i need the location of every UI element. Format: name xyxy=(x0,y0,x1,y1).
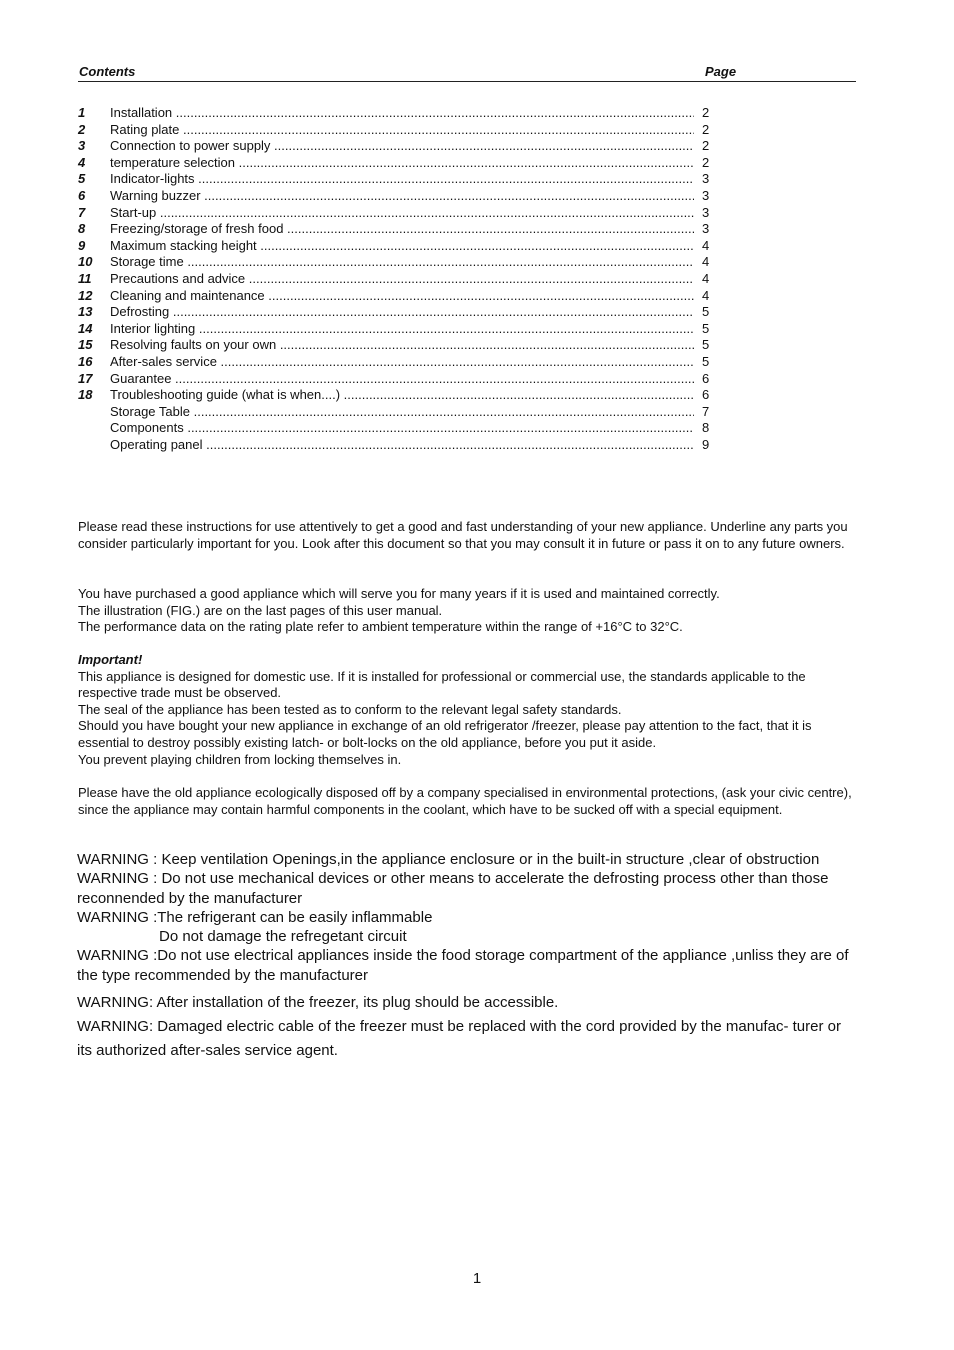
toc-entry xyxy=(78,371,718,388)
toc-entry-number: 11 xyxy=(78,270,92,286)
important-section xyxy=(78,652,854,768)
toc-entry-title: Installation ..... xyxy=(110,105,694,122)
toc-entry-page: 4 xyxy=(702,271,716,288)
toc-entry-title: Operating panel ..... xyxy=(110,437,694,454)
important-label: Important! xyxy=(78,652,143,667)
toc-entry-number: 8 xyxy=(78,221,86,237)
toc-entry xyxy=(78,138,718,155)
important-line-4: You prevent playing children from locking themselves in. xyxy=(78,751,402,767)
toc-entry-number: 15 xyxy=(78,337,93,353)
toc-entry-title: After-sales service ..... xyxy=(110,354,694,371)
toc-entry-page: 8 xyxy=(702,420,716,437)
toc-entry-number: 9 xyxy=(78,237,86,253)
toc-entry-title: Resolving faults on your own ..... xyxy=(110,337,694,354)
toc-entry-title: Storage Table ..... xyxy=(110,404,694,421)
toc-entry-page: 3 xyxy=(702,171,716,188)
toc-entry xyxy=(78,404,718,421)
toc-entry-number: 7 xyxy=(78,204,86,220)
toc-entry xyxy=(78,205,718,222)
warning-refrigerant: WARNING :The refrigerant can be easily inflammable xyxy=(77,908,433,926)
toc-entry xyxy=(78,238,718,255)
toc-entry xyxy=(78,304,718,321)
toc-entry-number: 14 xyxy=(78,320,93,336)
warning-cable: WARNING: Damaged electric cable of the freezer must be replaced with the cord provided by the manufac- turer or its authorized after-sales service agent. xyxy=(77,1018,841,1060)
toc-entry-page: 5 xyxy=(702,337,716,354)
toc-entry xyxy=(78,171,718,188)
toc-entry xyxy=(78,254,718,271)
toc-entry xyxy=(78,321,718,338)
toc-entry-page: 9 xyxy=(702,437,716,454)
toc-entry-title: Freezing/storage of fresh food ..... xyxy=(110,221,694,238)
toc-entry xyxy=(78,122,718,139)
toc-entry xyxy=(78,437,718,454)
warnings-section xyxy=(77,850,855,1063)
toc-entry-page: 4 xyxy=(702,238,716,255)
toc-entry-title: Components ..... xyxy=(110,420,694,437)
toc-entry-page: 2 xyxy=(702,105,716,122)
toc-entry-title: temperature selection ..... xyxy=(110,155,694,172)
toc-entry xyxy=(78,387,718,404)
toc-header xyxy=(78,63,856,82)
toc-entry-page: 5 xyxy=(702,321,716,338)
important-line-3: Should you have bought your new appliance in exchange of an old refrigerator /freezer, please pay attention to the fact, that it is essential to destroy possibly existing latch- or bolt-locks on the old appliance, before you put it aside. xyxy=(78,718,812,750)
toc-entry-number: 1 xyxy=(78,105,86,120)
toc-entry xyxy=(78,188,718,205)
toc-entry-page: 4 xyxy=(702,254,716,271)
purchase-paragraph xyxy=(78,586,854,636)
purchase-line-2: The illustration (FIG.) are on the last pages of this user manual. xyxy=(78,602,443,618)
toc-entry-page: 6 xyxy=(702,387,716,404)
toc-entry-title: Defrosting ..... xyxy=(110,304,694,321)
toc-entry xyxy=(78,354,718,371)
toc-entry-page: 2 xyxy=(702,138,716,155)
toc-entry-page: 3 xyxy=(702,221,716,238)
toc-entry-title: Cleaning and maintenance ..... xyxy=(110,288,694,305)
warning-defrosting: WARNING : Do not use mechanical devices or other means to accelerate the defrosting process other than those reconnended by the manufacturer xyxy=(77,870,829,907)
toc-entry-title: Precautions and advice ..... xyxy=(110,271,694,288)
toc-entry-number: 5 xyxy=(78,171,86,187)
important-line-1: This appliance is designed for domestic use. If it is installed for professional or commercial use, the standards applicable to the respective trade must be observed. xyxy=(78,668,806,701)
toc-entry-page: 5 xyxy=(702,354,716,371)
purchase-line-3: The performance data on the rating plate refer to ambient temperature within the range of +16°C to 32°C. xyxy=(78,619,683,635)
important-line-2: The seal of the appliance has been tested as to conform to the relevant legal safety standards. xyxy=(78,701,622,717)
toc-entry-page: 6 xyxy=(702,371,716,388)
intro-text: Please read these instructions for use attentively to get a good and fast understanding of your new appliance. Underline any parts you consider particularly important for you. Look after this document so that you may consult it in future or pass it on to any future owners. xyxy=(78,519,848,551)
toc-entry-title: Start-up ..... xyxy=(110,205,694,222)
toc-entry-title: Connection to power supply ..... xyxy=(110,138,694,155)
table-of-contents xyxy=(78,105,718,453)
toc-entry xyxy=(78,288,718,305)
toc-entry-title: Interior lighting ..... xyxy=(110,321,694,338)
toc-entry-title: Storage time ..... xyxy=(110,254,694,271)
toc-entry-number: 12 xyxy=(78,287,93,303)
toc-entry-page: 2 xyxy=(702,122,716,139)
warning-electrical-appliances: WARNING :Do not use electrical appliances inside the food storage compartment of the appliance ,unliss they are of the type recommended by the manufacturer xyxy=(77,947,849,984)
warning-plug: WARNING: After installation of the freezer, its plug should be accessible. xyxy=(77,994,559,1012)
toc-entry-title: Maximum stacking height ..... xyxy=(110,238,694,255)
toc-entry-number: 16 xyxy=(78,353,93,369)
intro-paragraph xyxy=(78,519,854,552)
toc-entry-number: 4 xyxy=(78,154,86,170)
toc-entry-number: 10 xyxy=(78,254,93,270)
toc-entry-number: 18 xyxy=(78,387,93,403)
toc-entry-number: 17 xyxy=(78,370,93,386)
page-heading: Page xyxy=(705,64,737,79)
disposal-text: Please have the old appliance ecologically disposed off by a company specialised in environmental protections, (ask your civic centre), since the appliance may contain harmful components in the coolant, which have to be sucked off with a special equipment. xyxy=(78,785,852,817)
toc-entry-title: Guarantee ..... xyxy=(110,371,694,388)
toc-entry-title: Indicator-lights ..... xyxy=(110,171,694,188)
warning-refrigerant-circuit: Do not damage the refregetant circuit xyxy=(159,928,407,946)
toc-entry-title: Rating plate ..... xyxy=(110,122,694,139)
toc-entry-page: 5 xyxy=(702,304,716,321)
toc-entry-page: 3 xyxy=(702,188,716,205)
page-number: 1 xyxy=(472,1270,482,1287)
warning-ventilation: WARNING : Keep ventilation Openings,in the appliance enclosure or in the built-in structure ,clear of obstruction xyxy=(77,851,820,868)
toc-entry-page: 4 xyxy=(702,288,716,305)
toc-entry-number: 2 xyxy=(78,121,86,137)
toc-entry xyxy=(78,271,718,288)
toc-entry-page: 7 xyxy=(702,404,716,421)
toc-entry-number: 3 xyxy=(78,138,86,154)
toc-entry-number: 6 xyxy=(78,187,86,203)
toc-entry xyxy=(78,155,718,172)
toc-entry xyxy=(78,221,718,238)
contents-heading: Contents xyxy=(79,64,136,79)
toc-entry xyxy=(78,420,718,437)
toc-entry xyxy=(78,337,718,354)
toc-entry-title: Warning buzzer ..... xyxy=(110,188,694,205)
toc-entry-title: Troubleshooting guide (what is when....) ..... xyxy=(110,387,694,404)
toc-entry-page: 3 xyxy=(702,205,716,222)
toc-entry-number: 13 xyxy=(78,304,93,320)
toc-entry xyxy=(78,105,718,122)
toc-entry-page: 2 xyxy=(702,155,716,172)
disposal-paragraph xyxy=(78,785,854,818)
purchase-line-1: You have purchased a good appliance which will serve you for many years if it is used and maintained correctly. xyxy=(78,586,720,601)
